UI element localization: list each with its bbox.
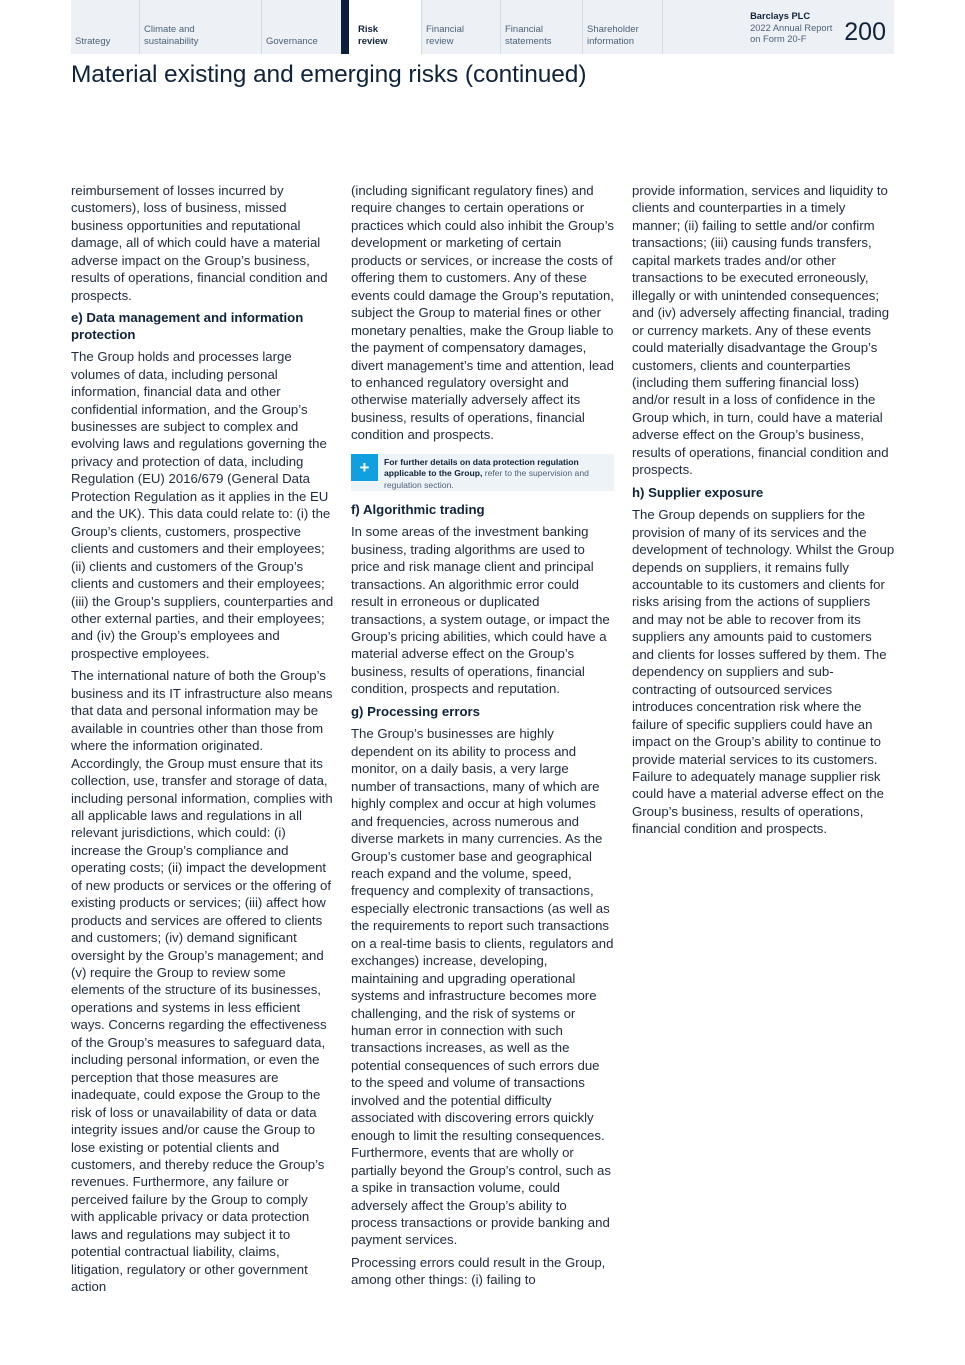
nav-tab-label: Climate and: [144, 24, 195, 35]
report-title: 2022 Annual Report: [750, 22, 833, 33]
paragraph: reimbursement of losses incurred by customers), loss of business, missed business opportunities and reputational damage, all of which could have a material adverse impact on the Group’s business, results of operations, financial condition and prospects.: [71, 183, 328, 303]
nav-tab-label: statements: [505, 35, 552, 47]
paragraph: provide information, services and liquidity to clients and counterparties in a timely manner; (ii) failing to settle and/or confirm transactions; (iii) causing funds transfers, capital markets trades and/or other transactions to be executed erroneously, illegally or with unintended consequences; and (iv) adversely affecting financial, trading or currency markets. Any of these events could materially disadvantage the Group’s customers, clients and counterparties (including them suffering financial loss) and/or result in a loss of confidence in the Group which, in turn, could have a material adverse effect on the Group’s business, results of operations, financial condition and prospects.: [632, 183, 890, 478]
paragraph: The Group depends on suppliers for the provision of many of its services and the development of technology. Whilst the Group depends on suppliers, it remains fully accountable to its customers and clients for risks arising from the actions of suppliers and may not be able to recover from its suppliers any amounts paid to customers and clients for losses suffered by them. The dependency on suppliers and sub-contracting of outsourced services introduces concentration risk where the failure of specific suppliers could have an impact on the Group’s ability to continue to provide material services to its customers. Failure to adequately manage supplier risk could have a material adverse effect on the Group’s business, results of operations, financial condition and prospects.: [632, 507, 895, 837]
report-info: [750, 11, 886, 46]
paragraph: (including significant regulatory fines) and require changes to certain operations or practices which could also inhibit the Group’s development or marketing of certain products or services, or increase the costs of offering them to customers. Any of these events could damage the Group’s reputation, subject the Group to material fines or other monetary penalties, make the Group liable to the payment of compensatory damages, divert management’s time and attention, lead to enhanced regulatory oversight and otherwise materially adversely affect its business, results of operations, financial condition and prospects.: [351, 183, 614, 443]
company-name: Barclays PLC: [750, 11, 811, 21]
nav-tab-label: Financial: [505, 24, 544, 35]
further-details-bold: For further details on data protection regulation applicable to the Group,: [384, 456, 579, 479]
section-heading-data-management: e) Data management and information protection: [71, 310, 304, 342]
nav-tab-label: review: [426, 35, 454, 47]
nav-tab-shareholder-information[interactable]: [583, 0, 663, 54]
nav-tab-financial-review[interactable]: [422, 0, 501, 54]
nav-tab-governance[interactable]: [262, 0, 342, 54]
nav-tab-financial-statements[interactable]: [501, 0, 583, 54]
plus-icon: +: [351, 454, 378, 481]
section-heading-algorithmic-trading: f) Algorithmic trading: [351, 501, 485, 517]
paragraph: The Group’s businesses are highly dependent on its ability to process and monitor, on a daily basis, a very large number of transactions, many of which are highly complex and occur at high volumes and frequencies, across numerous and diverse markets in many currencies. As the Group’s customer base and geographical reach expand and the volume, speed, frequency and complexity of transactions, especially electronic transactions (as well as the requirements to report such transactions on a real-time basis to clients, regulators and exchanges) increase, developing, maintaining and upgrading operational systems and infrastructure becomes more challenging, and the risk of systems or human error in connection with such transactions increases, as well as the potential consequences of such errors due to the speed and volume of transactions involved and the potential difficulty associated with discovering errors quickly enough to limit the resulting consequences. Furthermore, events that are wholly or partially beyond the Group’s control, such as a spike in transaction volume, could adversely affect the Group’s ability to process transactions or provide banking and payment services.: [351, 726, 614, 1248]
section-heading-processing-errors: g) Processing errors: [351, 703, 480, 719]
further-details-text: [378, 454, 614, 491]
nav-tab-label: Shareholder: [587, 24, 639, 35]
further-details-rest: refer to the supervision and regulation section.: [384, 468, 589, 490]
report-label: [750, 11, 832, 46]
nav-tab-label: Risk: [358, 24, 379, 35]
nav-tab-risk-review[interactable]: [342, 0, 422, 54]
nav-tab-climate[interactable]: [140, 0, 262, 54]
further-details-box[interactable]: [351, 454, 614, 491]
nav-tab-label: Financial: [426, 24, 465, 35]
report-subtitle: on Form 20-F: [750, 34, 807, 44]
section-heading-supplier-exposure: h) Supplier exposure: [632, 484, 764, 500]
top-navigation: [71, 0, 894, 54]
page-number: 200: [844, 18, 886, 46]
nav-tab-label: information: [587, 35, 634, 47]
nav-tab-label: review: [358, 35, 388, 47]
column-3: [632, 182, 895, 843]
column-2: [351, 182, 614, 1294]
paragraph: The international nature of both the Group’s business and its IT infrastructure also means that data and personal information may be available in countries other than those from where the information originated. Accordingly, the Group must ensure that its collection, use, transfer and storage of data, including personal information, complies with all applicable laws and regulations in all relevant jurisdictions, which could: (i) increase the Group’s compliance and operating costs; (ii) impact the development of new products or services or the offering of existing products or services; (iii) affect how products and services are offered to clients and customers; (iv) demand significant oversight by the Group’s management; and (v) require the Group to review some elements of the structure of its businesses, operations and systems in less efficient ways. Concerns regarding the effectiveness of the Group’s measures to safeguard data, including personal information, or even the perception that those measures are inadequate, could expose the Group to the risk of loss or unavailability of data or data integrity issues and/or cause the Group to lose existing or potential clients and customers, and thereby reduce the Group’s revenues. Furthermore, any failure or perceived failure by the Group to comply with applicable privacy or data protection laws and regulations may subject it to potential contractual liability, claims, litigation, regulatory or other government action: [71, 668, 333, 1295]
nav-tab-label: Governance: [266, 35, 318, 47]
nav-tab-strategy[interactable]: [71, 0, 140, 54]
nav-tab-label: sustainability: [144, 35, 199, 47]
column-1: [71, 182, 334, 1301]
paragraph: In some areas of the investment banking business, trading algorithms are used to price and risk manage client and principal transactions. An algorithmic error could result in erroneous or duplicated transactions, a system outage, or impact the Group’s pricing abilities, which could have a material adverse effect on the Group’s business, results of operations, financial condition, prospects and reputation.: [351, 524, 610, 697]
paragraph: Processing errors could result in the Group, among other things: (i) failing to: [351, 1254, 606, 1288]
nav-tab-label: Strategy: [75, 35, 111, 47]
paragraph: The Group holds and processes large volumes of data, including personal information, financial data and other confidential information, and the Group’s businesses are subject to complex and evolving laws and regulations governing the privacy and protection of data, including Regulation (EU) 2016/679 (General Data Protection Regulation as it applies in the EU and the UK). This data could relate to: (i) the Group’s clients, customers, prospective clients and customers and their employees; (ii) clients and customers of the Group’s clients and customers and their employees;(iii) the Group’s suppliers, counterparties and other external parties, and their employees; and (iv) the Group’s employees and prospective employees.: [71, 349, 334, 661]
page-title: Material existing and emerging risks (continued): [71, 61, 587, 88]
